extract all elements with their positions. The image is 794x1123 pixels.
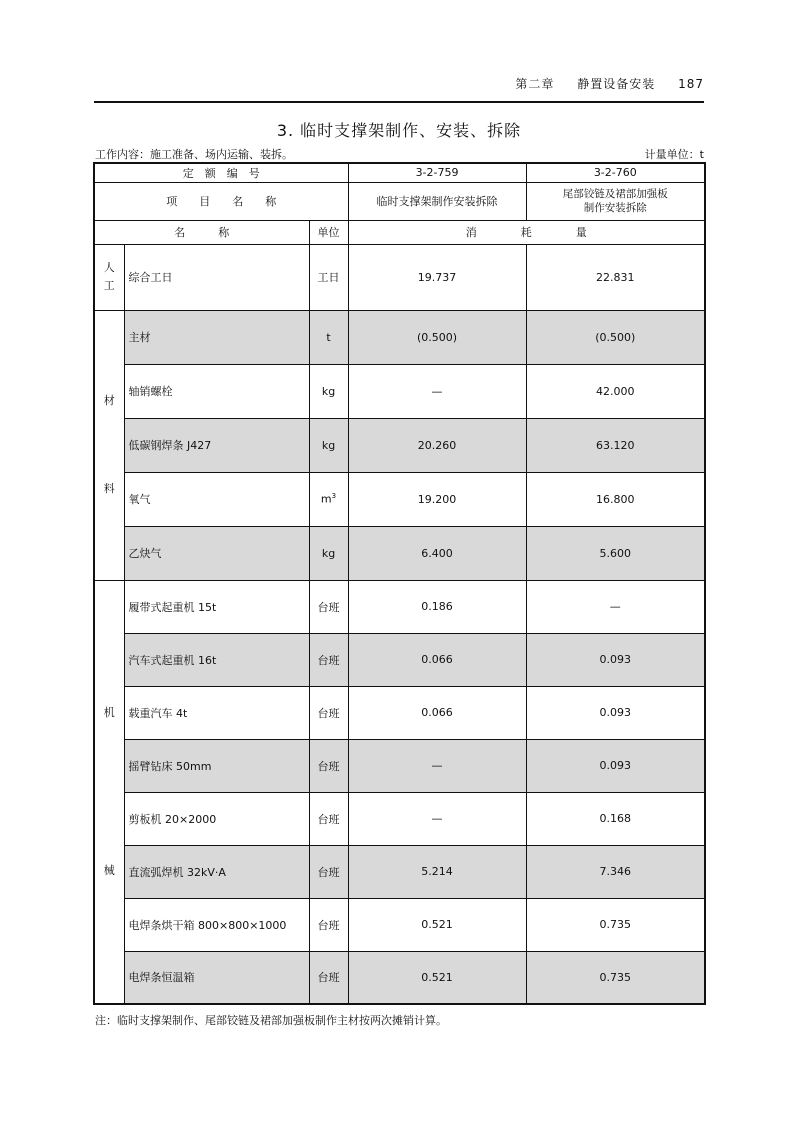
table-row xyxy=(94,418,705,472)
row-unit: kg xyxy=(309,418,348,472)
measurement-unit: 计量单位：t xyxy=(644,148,704,161)
row-unit: $m^3$ xyxy=(309,472,348,526)
row-unit: 台班 xyxy=(309,633,348,686)
chapter-label: 第二章 xyxy=(515,77,555,91)
row-value-1: — xyxy=(348,364,526,418)
item-name-2-line1: 尾部铰链及裙部加强板 xyxy=(562,188,668,200)
row-name: 电焊条烘干箱 800×800×1000 xyxy=(124,898,309,951)
quota-code-label: 定 额 编 号 xyxy=(94,163,348,182)
table-row xyxy=(94,364,705,418)
row-name: 氧气 xyxy=(124,472,309,526)
table-row xyxy=(94,526,705,580)
row-value-1: 0.186 xyxy=(348,580,526,633)
work-content: 工作内容：施工准备、场内运输、装拆。 xyxy=(95,148,293,161)
row-unit: 工日 xyxy=(309,244,348,310)
row-unit: 台班 xyxy=(309,951,348,1004)
row-name: 低碳钢焊条 J427 xyxy=(124,418,309,472)
row-value-2: — xyxy=(526,580,705,633)
page-number: 187 xyxy=(678,77,704,91)
row-name: 履带式起重机 15t xyxy=(124,580,309,633)
row-value-1: 6.400 xyxy=(348,526,526,580)
row-name: 汽车式起重机 16t xyxy=(124,633,309,686)
row-value-1: 0.066 xyxy=(348,686,526,739)
row-name: 摇臂钻床 50mm xyxy=(124,739,309,792)
header-rule xyxy=(94,101,704,103)
quota-code-2: 3-2-760 xyxy=(526,163,705,182)
row-value-2: 0.093 xyxy=(526,739,705,792)
quota-table xyxy=(93,162,706,1005)
col-unit-header: 单位 xyxy=(309,220,348,244)
item-name-row xyxy=(94,182,705,220)
row-value-2: 42.000 xyxy=(526,364,705,418)
table-row xyxy=(94,898,705,951)
row-value-1: 0.521 xyxy=(348,951,526,1004)
row-unit: 台班 xyxy=(309,898,348,951)
row-name: 主材 xyxy=(124,310,309,364)
row-name: 综合工日 xyxy=(124,244,309,310)
table-row xyxy=(94,686,705,739)
table-row xyxy=(94,633,705,686)
table-row xyxy=(94,951,705,1004)
row-value-1: 5.214 xyxy=(348,845,526,898)
row-name: 直流弧焊机 32kV·A xyxy=(124,845,309,898)
row-value-2: 5.600 xyxy=(526,526,705,580)
row-value-2: 0.735 xyxy=(526,898,705,951)
row-value-2: (0.500) xyxy=(526,310,705,364)
row-unit: kg xyxy=(309,364,348,418)
row-value-2: 0.735 xyxy=(526,951,705,1004)
category-machine: 机 械 xyxy=(94,580,124,1004)
row-name: 乙炔气 xyxy=(124,526,309,580)
section-title: 3. 临时支撑架制作、安装、拆除 xyxy=(276,121,522,140)
table-row xyxy=(94,792,705,845)
row-value-1: 19.737 xyxy=(348,244,526,310)
row-value-1: (0.500) xyxy=(348,310,526,364)
table-row xyxy=(94,244,705,310)
row-name: 载重汽车 4t xyxy=(124,686,309,739)
row-value-2: 0.168 xyxy=(526,792,705,845)
table-row xyxy=(94,310,705,364)
col-consumption-header: 消 耗 量 xyxy=(348,220,705,244)
category-labor: 人 工 xyxy=(94,244,124,310)
table-row xyxy=(94,472,705,526)
row-value-1: 0.066 xyxy=(348,633,526,686)
row-unit: 台班 xyxy=(309,686,348,739)
table-row xyxy=(94,845,705,898)
table-row xyxy=(94,739,705,792)
row-value-2: 0.093 xyxy=(526,686,705,739)
row-unit: 台班 xyxy=(309,845,348,898)
row-value-1: 0.521 xyxy=(348,898,526,951)
section-label: 静置设备安装 xyxy=(577,77,656,91)
row-value-1: — xyxy=(348,792,526,845)
quota-code-row xyxy=(94,163,705,182)
row-unit: kg xyxy=(309,526,348,580)
col-name-header: 名 称 xyxy=(94,220,309,244)
item-name-label: 项 目 名 称 xyxy=(94,182,348,220)
row-value-2: 63.120 xyxy=(526,418,705,472)
row-name: 轴销螺栓 xyxy=(124,364,309,418)
row-unit: 台班 xyxy=(309,739,348,792)
row-value-2: 7.346 xyxy=(526,845,705,898)
category-material: 材 料 xyxy=(94,310,124,580)
item-name-1: 临时支撑架制作安装拆除 xyxy=(348,182,526,220)
row-name: 剪板机 20×2000 xyxy=(124,792,309,845)
row-value-2: 22.831 xyxy=(526,244,705,310)
row-unit: t xyxy=(309,310,348,364)
item-name-2 xyxy=(526,182,705,220)
column-header-row xyxy=(94,220,705,244)
item-name-2-line2: 制作安装拆除 xyxy=(583,202,647,214)
table-row xyxy=(94,580,705,633)
row-value-1: — xyxy=(348,739,526,792)
quota-code-1: 3-2-759 xyxy=(348,163,526,182)
row-value-2: 16.800 xyxy=(526,472,705,526)
row-value-1: 19.200 xyxy=(348,472,526,526)
row-value-2: 0.093 xyxy=(526,633,705,686)
footnote: 注：临时支撑架制作、尾部铰链及裙部加强板制作主材按两次摊销计算。 xyxy=(95,1014,447,1027)
running-header xyxy=(94,72,704,94)
unit-superscript: 3 xyxy=(331,492,337,501)
row-name: 电焊条恒温箱 xyxy=(124,951,309,1004)
row-value-1: 20.260 xyxy=(348,418,526,472)
row-unit: 台班 xyxy=(309,792,348,845)
row-unit: 台班 xyxy=(309,580,348,633)
